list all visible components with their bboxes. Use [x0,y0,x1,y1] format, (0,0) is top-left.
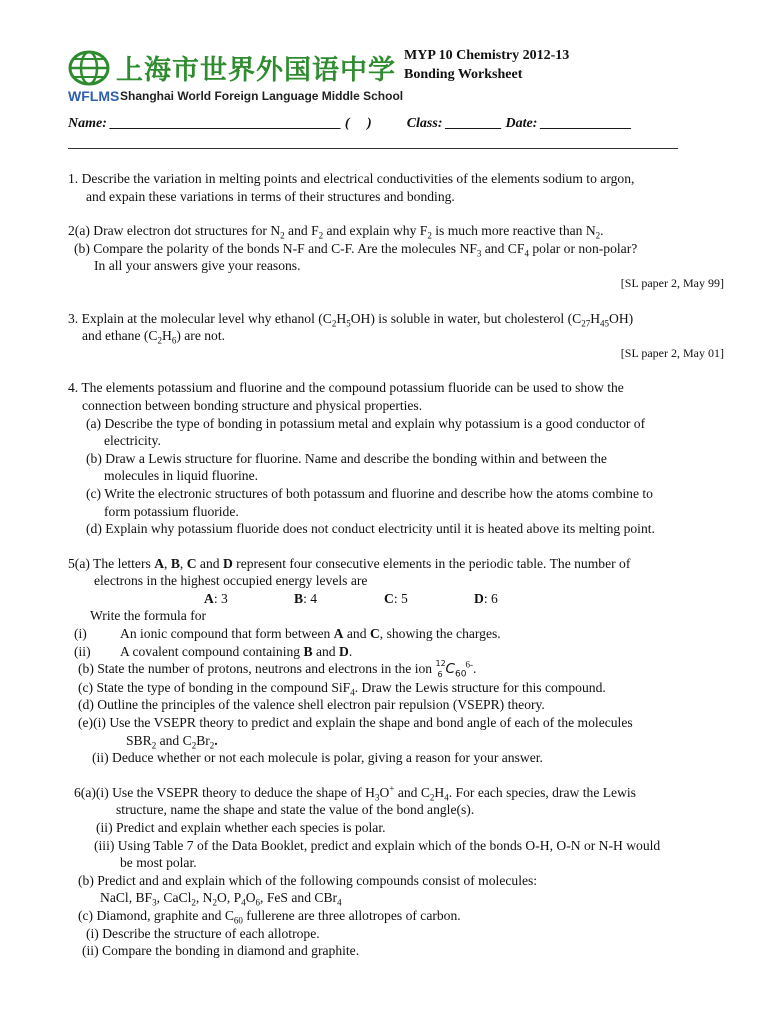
worksheet-title: Bonding Worksheet [404,67,523,82]
name-class-date-line: Name: _________________________________ ( ) Class: ________ Date: _____________ [68,116,632,131]
q5a-line-2: electrons in the highest occupied energy levels are [94,573,368,589]
q3-line-2: and ethane $(C_2H_6)$ are not. [82,328,226,346]
q6c-ii: (ii) Compare the bonding in diamond and graphite. [82,943,360,959]
q6c: (c) Diamond, graphite and $C_{60}$ fullerene are three allotropes of carbon. [78,907,461,926]
question-5 [68,555,728,767]
q6a-ii: (ii) Predict and explain whether each species is polar. [96,820,386,835]
q2b: (b) Compare the polarity of the bonds N-F and C-F. Are the molecules $NF_3$ and $CF_4$ polar or non-polar? [74,240,638,259]
title-block [404,46,569,84]
q1-line-2: and expain these variations in terms of their structures and bonding. [86,188,455,204]
q6a-i-line-1: 6(a)(i) Use the VSEPR theory to deduce the shape of $H_3O^+$ and $C_2H_4$. For each species, draw the Lewis [74,783,636,803]
q6a-iii-line-1: (iii) Using Table 7 of the Data Booklet, predict and explain which of the bonds O-H, O-N or N-H would [94,837,661,853]
school-abbreviation: WFLMS [68,88,120,104]
q3-line-1: 3. Explain at the molecular level why ethanol $(C_2H_5OH)$ is soluble in water, but cholesterol $(C_{27}H_{45}OH)$ [68,310,634,329]
worksheet-body [68,170,728,960]
school-logo [68,46,404,104]
divider [68,148,678,149]
question-1 [68,170,728,205]
q4b-line-1: (b) Draw a Lewis structure for fluorine. Name and describe the bonding within and between the [86,450,607,466]
q6b-line-1: (b) Predict and and explain which of the following compounds consist of molecules: [78,872,538,888]
q5b: (b) State the number of protons, neutrons and electrons in the ion 12 6 $C_{60}^{6-}$. [78,659,477,680]
course-title: MYP 10 Chemistry 2012-13 [404,48,570,63]
q5e-ii: (ii) Deduce whether or not each molecule is polar, giving a reason for your answer. [92,750,543,766]
school-name-chinese: 上海市世界外国语中学 [116,55,396,86]
q6a-iii-line-2: be most polar. [120,855,197,871]
school-name-english: Shanghai World Foreign Language Middle School [120,89,404,103]
q5-write-formula: Write the formula for [90,608,207,624]
q5-i: (i) An ionic compound that form between A and C, showing the charges. [74,626,501,642]
q4d-line-1: (d) Explain why potassium fluoride does not conduct electricity until it is heated above its melting point. [86,521,655,537]
q4c-line-1: (c) Write the electronic structures of both potassum and fluorine and describe how the atoms combine to [86,485,653,501]
q6b-compounds: NaCl, $BF_3$, CaCl$_2$, $N_2O$, $P_4O_6$, FeS and CBr$_4$ [100,890,342,909]
q5c: (c) State the type of bonding in the compound SiF$_4$. Draw the Lewis structure for this compound. [78,679,606,698]
q5a-line-1: 5(a) The letters A, B, C and D represent four consecutive elements in the periodic table. The number of [68,555,631,571]
q2a: 2(a) Draw electron dot structures for $N_2$ and $F_2$ and explain why $F_2$ is much more reactive than $N_2$. [68,223,604,241]
question-3 [68,310,728,363]
q5e-i-line-2: $SBR_2$ and $C_2Br_2$. [126,732,218,751]
q6c-i: (i) Describe the structure of each allotrope. [86,925,320,941]
question-4 [68,379,728,537]
q2-reference: [SL paper 2, May 99] [620,275,724,290]
q4-line-2: connection between bonding structure and physical properties. [82,397,423,413]
q5-values: A: 3 B: 4 C: 5 D: 6 [204,590,498,606]
q4a-line-2: electricity. [104,433,161,449]
q6a-i-line-2: structure, name the shape and state the value of the bond angle(s). [116,802,475,818]
q4-line-1: 4. The elements potassium and fluorine and the compound potassium fluoride can be used to show the [68,380,624,396]
q5e-i-line-1: (e)(i) Use the VSEPR theory to predict and explain the shape and bond angle of each of the molecules [78,715,633,731]
globe-icon [68,50,110,86]
q1-line-1: 1. Describe the variation in melting points and electrical conductivities of the elements sodium to argon, [68,171,635,186]
q4c-line-2: form potassium fluoride. [104,503,239,519]
q5d: (d) Outline the principles of the valence shell electron pair repulsion (VSEPR) theory. [78,697,545,713]
q3-reference: [SL paper 2, May 01] [620,345,724,360]
header [68,40,708,110]
question-6 [68,784,728,960]
q5-ii: (ii) A covalent compound containing B and D. [74,643,353,659]
q4b-line-2: molecules in liquid fluorine. [104,468,259,484]
question-2 [68,222,728,292]
q2b-line-2: In all your answers give your reasons. [94,258,301,274]
q4a-line-1: (a) Describe the type of bonding in potassium metal and explain why potassium is a good conductor of [86,415,646,431]
